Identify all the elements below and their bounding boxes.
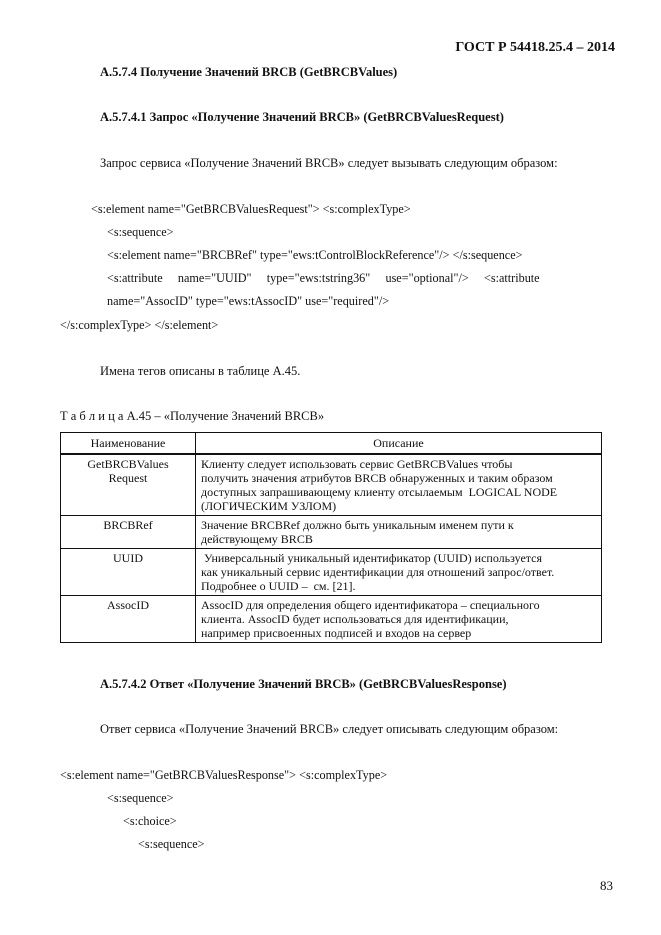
code-line: <s:sequence> [107, 225, 174, 239]
subsection-response-title: А.5.7.4.2 Ответ «Получение Значений BRCB» (GetBRCBValuesResponse) [100, 677, 507, 691]
table-row [61, 454, 602, 516]
desc-line: например присвоенных подписей и входов на сервер [201, 626, 472, 640]
definitions-table [60, 432, 602, 643]
desc-line: AssocID для определения общего идентификатора – специального [201, 598, 540, 612]
code-line: <s:choice> [123, 814, 177, 828]
column-header-description: Описание [196, 433, 602, 455]
code-line: <s:element name="BRCBRef" type="ews:tControlBlockReference"/> </s:sequence> [107, 248, 523, 262]
desc-line: Клиенту следует использовать сервис GetBRCBValues чтобы [201, 457, 513, 471]
desc-line: Подробнее о UUID – см. [21]. [201, 579, 356, 593]
name-line: AssocID [107, 598, 149, 612]
row-description [196, 516, 602, 549]
code-line: <s:attribute name="UUID" type="ews:tstring36" use="optional"/> <s:attribute [107, 271, 540, 285]
row-description [196, 454, 602, 516]
row-name [61, 549, 196, 596]
name-line: UUID [113, 551, 143, 565]
table-row [61, 596, 602, 643]
desc-line: действующему BRCB [201, 532, 313, 546]
section-title: А.5.7.4 Получение Значений BRCB (GetBRCBValues) [100, 65, 398, 79]
request-intro: Запрос сервиса «Получение Значений BRCB» следует вызывать следующим образом: [100, 156, 558, 170]
document-header: ГОСТ Р 54418.25.4 – 2014 [455, 40, 615, 55]
name-line: GetBRCBValues [87, 457, 169, 471]
name-line: Request [108, 471, 148, 485]
desc-line: доступных запрашивающему клиенту отсылаемым LOGICAL NODE [201, 485, 558, 499]
table-row [61, 516, 602, 549]
column-header-name: Наименование [61, 433, 196, 455]
table-header-row [61, 433, 602, 455]
desc-line: Универсальный уникальный идентификатор (UUID) используется [201, 551, 543, 565]
page-number: 83 [600, 878, 613, 893]
tags-note: Имена тегов описаны в таблице А.45. [100, 364, 301, 378]
code-line: name="AssocID" type="ews:tAssocID" use="required"/> [107, 294, 390, 308]
desc-line: как уникальный сервис идентификации для отношений запрос/ответ. [201, 565, 555, 579]
desc-line: (ЛОГИЧЕСКИМ УЗЛОМ) [201, 499, 337, 513]
row-description [196, 549, 602, 596]
row-name [61, 596, 196, 643]
row-name [61, 454, 196, 516]
name-line: BRCBRef [103, 518, 153, 532]
code-line: <s:element name="GetBRCBValuesResponse"> <s:complexType> [60, 768, 388, 782]
table-caption: Т а б л и ц а А.45 – «Получение Значений BRCB» [60, 409, 325, 423]
desc-line: получить значения атрибутов BRCB обнаруженных и таким образом [201, 471, 553, 485]
response-intro: Ответ сервиса «Получение Значений BRCB» следует описывать следующим образом: [100, 722, 559, 736]
desc-line: Значение BRCBRef должно быть уникальным именем пути к [201, 518, 514, 532]
desc-line: клиента. AssocID будет использоваться для идентификации, [201, 612, 509, 626]
code-line: <s:element name="GetBRCBValuesRequest"> <s:complexType> [91, 202, 411, 216]
code-line: <s:sequence> [107, 791, 174, 805]
code-line: </s:complexType> </s:element> [60, 318, 219, 332]
table-row [61, 549, 602, 596]
row-description [196, 596, 602, 643]
code-line: <s:sequence> [138, 837, 205, 851]
row-name [61, 516, 196, 549]
subsection-request-title: А.5.7.4.1 Запрос «Получение Значений BRCB» (GetBRCBValuesRequest) [100, 110, 504, 124]
